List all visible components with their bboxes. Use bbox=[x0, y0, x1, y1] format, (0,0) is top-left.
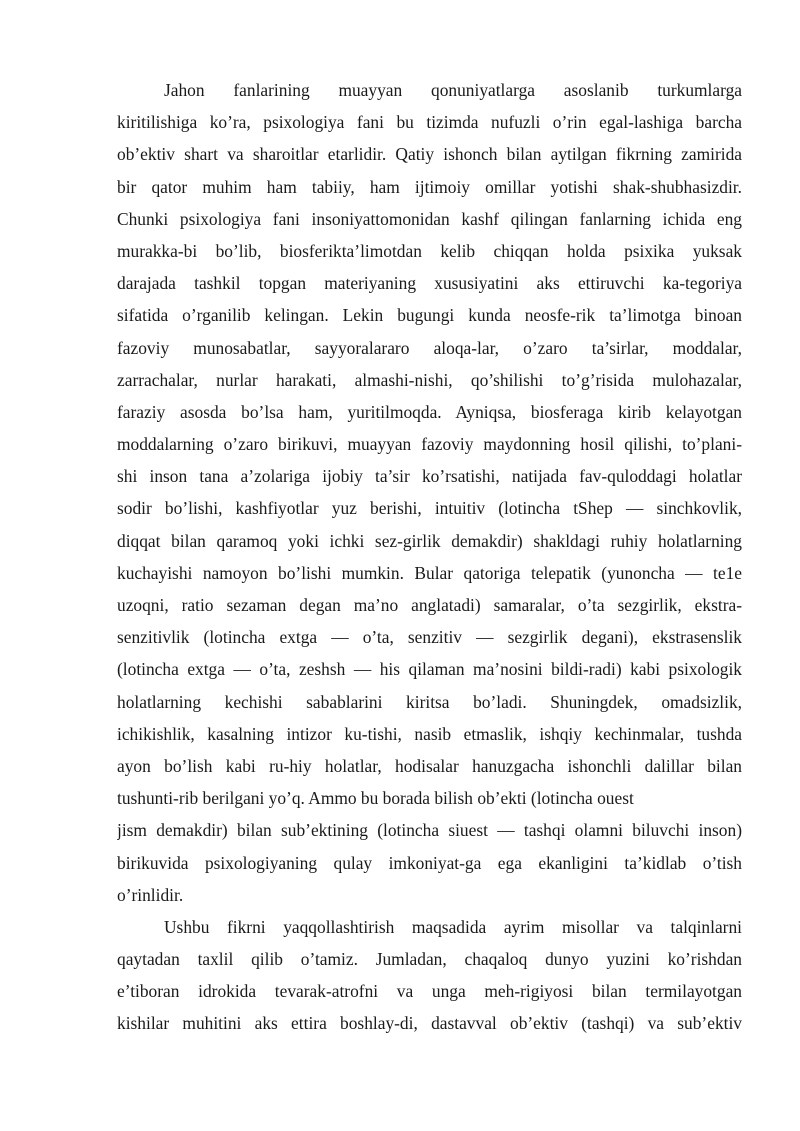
text-line: Jahon fanlarining muayyan qonuniyatlarga asoslanib turkumlarga bbox=[164, 80, 742, 100]
text-line: diqqat bilan qaramoq yoki ichki sez-girlik demakdir) shakldagi ruhiy holatlarning bbox=[117, 530, 742, 551]
text-line: e’tiboran idrokida tevarak-atrofni va unga meh-rigiyosi bilan termilayotgan bbox=[117, 981, 742, 1002]
text-line: faraziy asosda bo’lsa ham, yuritilmoqda. Ayniqsa, biosferaga kirib kelayotgan bbox=[117, 401, 742, 422]
text-line: o’rinlidir. bbox=[117, 884, 184, 905]
text-line: kiritilishiga ko’ra, psixologiya fani bu tizimda nufuzli o’rin egal-lashiga barcha bbox=[117, 112, 742, 133]
text-line: qaytadan taxlil qilib o’tamiz. Jumladan, chaqaloq dunyo yuzini ko’rishdan bbox=[117, 949, 742, 970]
text-line: Chunki psixologiya fani insoniyattomonidan kashf qilingan fanlarning ichida eng bbox=[117, 208, 742, 229]
text-line: Ushbu fikrni yaqqollashtirish maqsadida ayrim misollar va talqinlarni bbox=[164, 916, 742, 937]
text-line: (lotincha extga — o’ta, zeshsh — his qilaman ma’nosini bildi-radi) kabi psixologik bbox=[117, 659, 742, 680]
text-line: kishilar muhitini aks ettira boshlay-di, dastavval ob’ektiv (tashqi) va sub’ektiv bbox=[117, 1013, 742, 1034]
text-line: ayon bo’lish kabi ru-hiy holatlar, hodisalar hanuzgacha ishonchli dalillar bilan bbox=[117, 755, 742, 776]
text-line: ichikishlik, kasalning intizor ku-tishi, nasib etmaslik, ishqiy kechinmalar, tushda bbox=[117, 723, 742, 744]
text-line: jism demakdir) bilan sub’ektining (lotincha siuest — tashqi olamni biluvchi inson) bbox=[117, 820, 742, 841]
body-text bbox=[117, 74, 742, 1040]
text-line: moddalarning o’zaro birikuvi, muayyan fazoviy maydonning hosil qilishi, to’plani- bbox=[117, 434, 742, 455]
text-line: sodir bo’lishi, kashfiyotlar yuz berishi, intuitiv (lotincha tShep — sinchkovlik, bbox=[117, 498, 742, 519]
text-line: darajada tashkil topgan materiyaning xususiyatini aks ettiruvchi ka-tegoriya bbox=[117, 273, 742, 294]
text-line: birikuvida psixologiyaning qulay imkoniyat-ga ega ekanligini ta’kidlab o’tish bbox=[117, 852, 742, 873]
text-line: tushunti-rib berilgani yo’q. Ammo bu borada bilish ob’ekti (lotincha ouest bbox=[117, 788, 634, 809]
text-line: holatlarning kechishi sabablarini kiritsa bo’ladi. Shuningdek, omadsizlik, bbox=[117, 691, 742, 712]
text-line: uzoqni, ratio sezaman degan ma’no anglatadi) samaralar, o’ta sezgirlik, ekstra- bbox=[117, 595, 742, 615]
text-line: murakka-bi bo’lib, biosferikta’limotdan kelib chiqqan holda psixika yuksak bbox=[117, 240, 742, 261]
text-line: ob’ektiv shart va sharoitlar etarlidir. Qatiy ishonch bilan aytilgan fikrning zamirida bbox=[117, 144, 742, 165]
text-line: shi inson tana a’zolariga ijobiy ta’sir ko’rsatishi, natijada fav-quloddagi holatlar bbox=[117, 466, 742, 487]
text-line: senzitivlik (lotincha extga — o’ta, senzitiv — sezgirlik degani), ekstrasenslik bbox=[117, 627, 742, 648]
text-line: bir qator muhim ham tabiiy, ham ijtimoiy omillar yotishi shak-shubhasizdir. bbox=[117, 176, 742, 197]
text-line: zarrachalar, nurlar harakati, almashi-nishi, qo’shilishi to’g’risida mulohazalar, bbox=[117, 369, 742, 390]
text-line: sifatida o’rganilib kelingan. Lekin bugungi kunda neosfe-rik ta’limotga binoan bbox=[117, 305, 742, 326]
text-line: fazoviy munosabatlar, sayyoralararo aloqa-lar, o’zaro ta’sirlar, moddalar, bbox=[117, 337, 742, 358]
text-line: kuchayishi namoyon bo’lishi mumkin. Bular qatoriga telepatik (yunoncha — te1e bbox=[117, 562, 742, 583]
